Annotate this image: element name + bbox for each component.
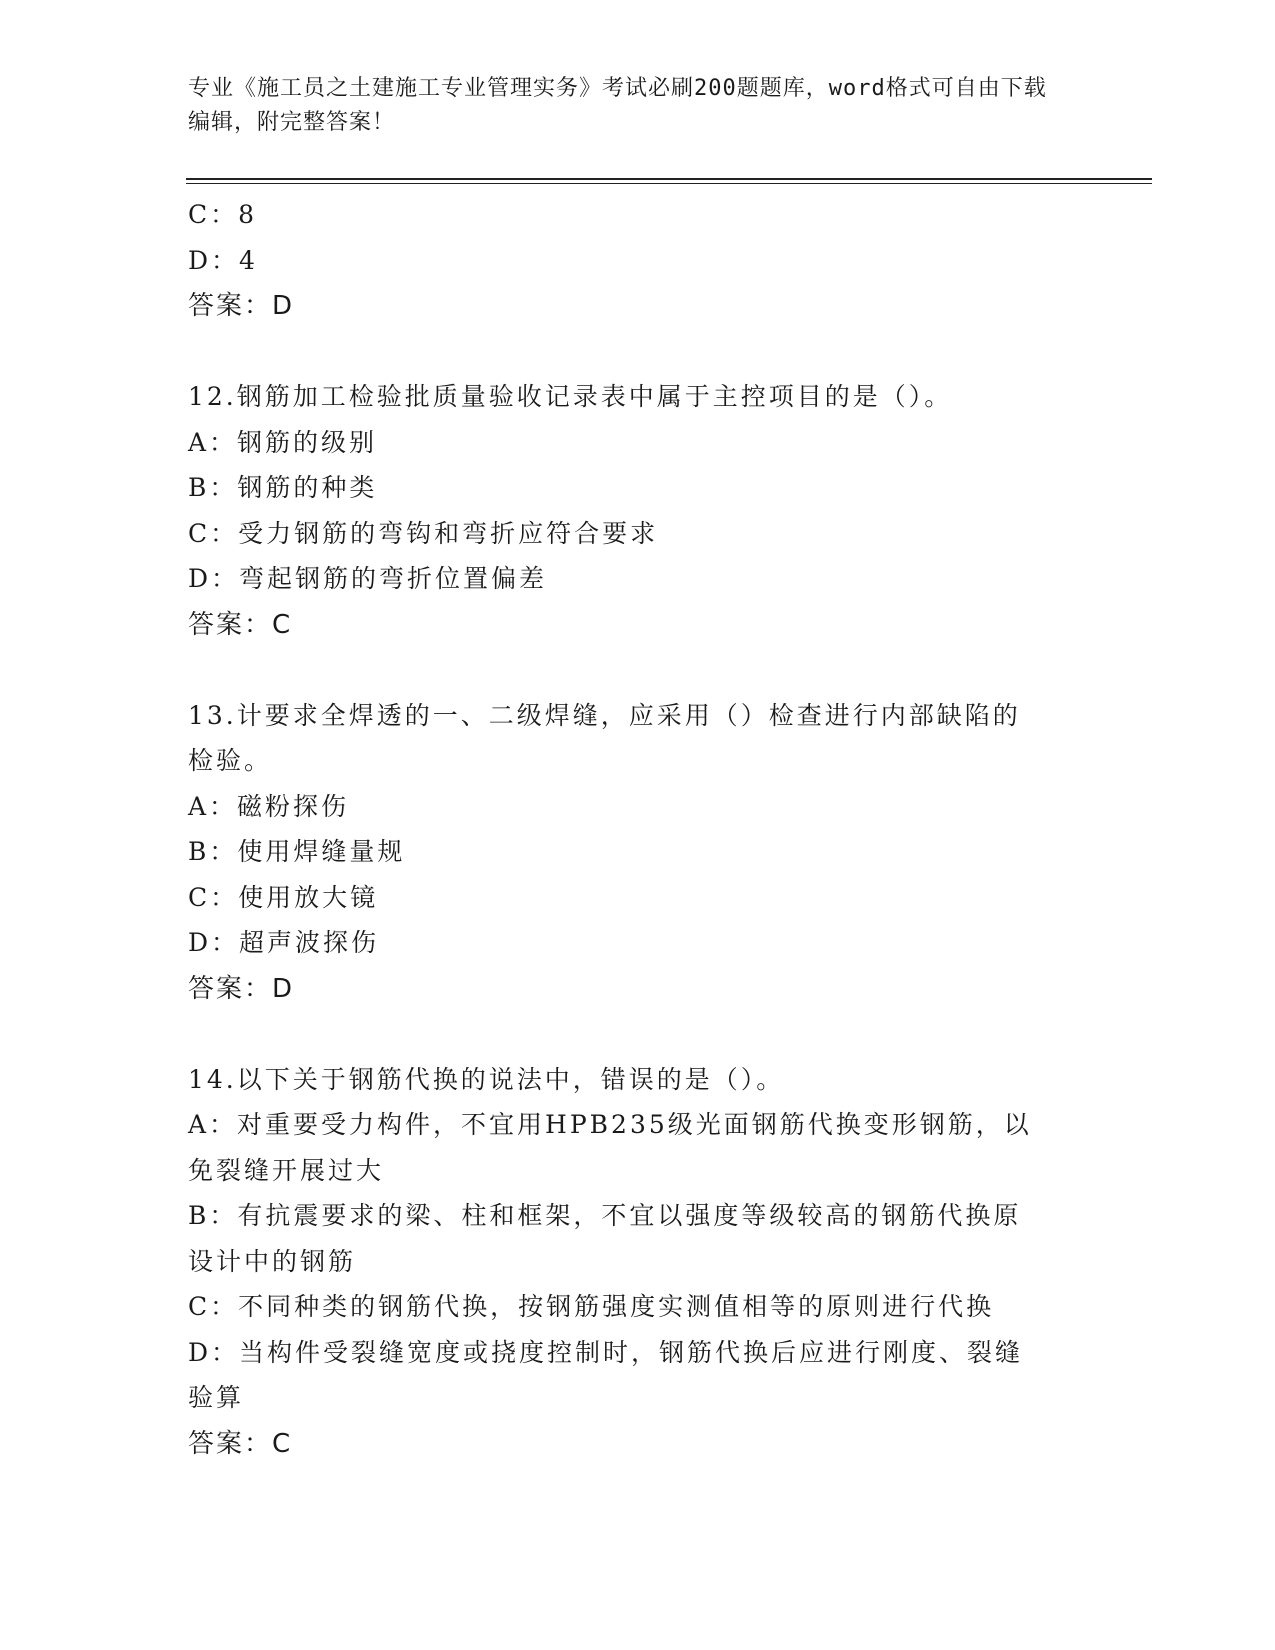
option-c: C：不同种类的钢筋代换，按钢筋强度实测值相等的原则进行代换 — [188, 1292, 995, 1321]
option-d: D：4 — [188, 245, 258, 275]
option-c: C：使用放大镜 — [188, 882, 379, 912]
question-12 — [188, 374, 1088, 648]
option-a: A：磁粉探伤 — [188, 791, 350, 821]
header-divider-thin — [186, 183, 1152, 184]
option-b: B：钢筋的种类 — [188, 473, 378, 502]
prev-question-tail — [188, 192, 1088, 329]
question-stem: 14.以下关于钢筋代换的说法中，错误的是（）。 — [188, 1064, 785, 1094]
option-d: D：当构件受裂缝宽度或挠度控制时，钢筋代换后应进行刚度、裂缝验算 — [188, 1337, 1024, 1412]
option-b: B：使用焊缝量规 — [188, 837, 406, 866]
option-a: A：对重要受力构件，不宜用HPB235级光面钢筋代换变形钢筋，以免裂缝开展过大 — [188, 1110, 1032, 1185]
document-body — [188, 192, 1088, 1467]
header-divider — [186, 178, 1152, 180]
option-c: C：8 — [188, 200, 258, 229]
question-stem: 13.计要求全焊透的一、二级焊缝，应采用（）检查进行内部缺陷的检验。 — [188, 700, 1021, 775]
answer: 答案：C — [188, 609, 293, 640]
question-stem: 12.钢筋加工检验批质量验收记录表中属于主控项目的是（）。 — [188, 382, 953, 411]
page-header: 专业《施工员之土建施工专业管理实务》考试必刷200题题库，word格式可自由下载编辑，附完整答案！ — [188, 76, 1047, 135]
option-c: C：受力钢筋的弯钩和弯折应符合要求 — [188, 518, 659, 548]
option-d: D：超声波探伤 — [188, 928, 380, 957]
answer: 答案：D — [188, 291, 295, 321]
option-b: B：有抗震要求的梁、柱和框架，不宜以强度等级较高的钢筋代换原设计中的钢筋 — [188, 1201, 1022, 1276]
option-a: A：钢筋的级别 — [188, 427, 378, 457]
question-13 — [188, 693, 1088, 1012]
option-d: D：弯起钢筋的弯折位置偏差 — [188, 564, 548, 593]
answer: 答案：D — [188, 973, 295, 1004]
answer: 答案：C — [188, 1428, 293, 1459]
question-14 — [188, 1057, 1088, 1467]
